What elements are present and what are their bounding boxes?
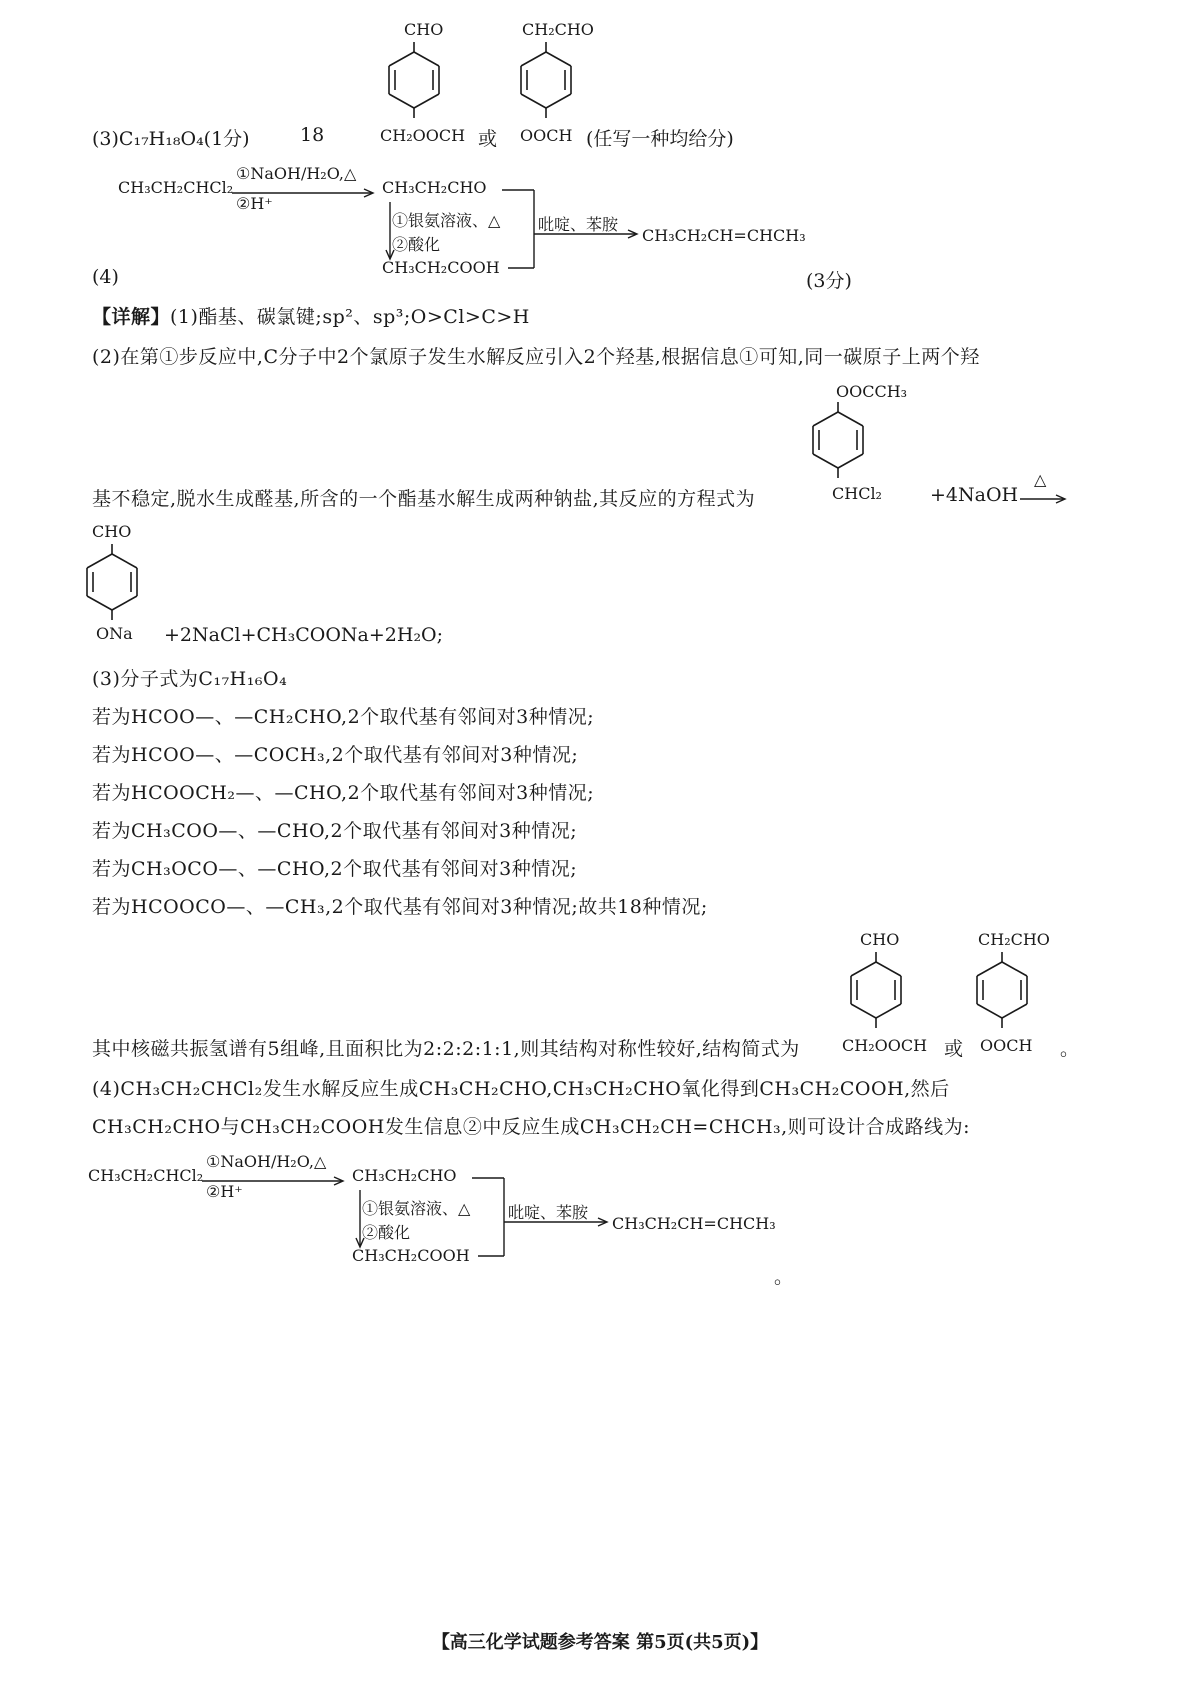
route-score: (3分): [806, 270, 852, 292]
product-rest: +2NaCl+CH₃COONa+2H₂O;: [164, 624, 444, 646]
route-oxidation-2: ②酸化: [392, 235, 441, 254]
answer3-label: (3)C₁₇H₁₈O₄(1分): [92, 128, 250, 150]
nmr-struct1-bottom: CH₂OOCH: [842, 1036, 928, 1055]
reaction-arrow-icon: [1020, 494, 1068, 504]
struct1-bottom-group: CH₂OOCH: [380, 126, 466, 145]
route-acid: CH₃CH₂COOH: [382, 258, 500, 277]
route-end: 。: [774, 1266, 794, 1288]
nmr-struct1-top: CHO: [860, 930, 900, 949]
route-condition-1: ①NaOH/H₂O,△: [236, 164, 357, 183]
answer3-note: (任写一种均给分): [586, 128, 734, 150]
case-item: 若为CH₃COO—、—CHO,2个取代基有邻间对3种情况;: [92, 820, 578, 842]
or-word: 或: [478, 128, 498, 150]
detail-p3: 基不稳定,脱水生成醛基,所含的一个酯基水解生成两种钠盐,其反应的方程式为: [92, 488, 756, 510]
isomer-count: 18: [300, 124, 325, 146]
route-condition-2: ②H⁺: [236, 194, 273, 213]
reactant-top-group: OOCCH₃: [836, 382, 908, 401]
nmr-struct2-bottom: OOCH: [980, 1036, 1033, 1055]
route-condition-2: ②H⁺: [206, 1182, 243, 1201]
benzene-ring-icon: [516, 42, 576, 118]
reaction-arrow-icon: [202, 1176, 347, 1186]
route-aldehyde: CH₃CH₂CHO: [382, 178, 487, 197]
benzene-ring-icon: [82, 544, 142, 620]
nmr-end: 。: [1060, 1038, 1080, 1060]
struct2-bottom-group: OOCH: [520, 126, 573, 145]
benzene-ring-icon: [846, 952, 906, 1028]
heat-symbol: △: [1034, 470, 1047, 489]
case-item: 若为HCOO—、—CH₂CHO,2个取代基有邻间对3种情况;: [92, 706, 595, 728]
route-acid: CH₃CH₂COOH: [352, 1246, 470, 1265]
nmr-struct2-top: CH₂CHO: [978, 930, 1050, 949]
case-item: 若为HCOOCO—、—CH₃,2个取代基有邻间对3种情况;故共18种情况;: [92, 896, 708, 918]
struct1-top-group: CHO: [404, 20, 444, 39]
nmr-or: 或: [944, 1038, 964, 1060]
detail-p4a: (4)CH₃CH₂CHCl₂发生水解反应生成CH₃CH₂CHO,CH₃CH₂CHO氧化得到CH₃CH₂COOH,然后: [92, 1078, 950, 1100]
detail-p2: (2)在第①步反应中,C分子中2个氯原子发生水解反应引入2个羟基,根据信息①可知,同一碳原子上两个羟: [92, 346, 980, 368]
case-item: 若为HCOOCH₂—、—CHO,2个取代基有邻间对3种情况;: [92, 782, 595, 804]
case-item: 若为CH₃OCO—、—CHO,2个取代基有邻间对3种情况;: [92, 858, 578, 880]
route-oxidation-1: ①银氨溶液、△: [362, 1199, 471, 1218]
product-top-group: CHO: [92, 522, 132, 541]
route-oxidation-1: ①银氨溶液、△: [392, 211, 501, 230]
reaction-arrow-icon: [232, 188, 377, 198]
product-bottom-group: ONa: [96, 624, 133, 643]
route-condition-1: ①NaOH/H₂O,△: [206, 1152, 327, 1171]
route-product: CH₃CH₂CH=CHCH₃: [612, 1214, 776, 1233]
detail-p4b: CH₃CH₂CHO与CH₃CH₂COOH发生信息②中反应生成CH₃CH₂CH=CHCH₃,则可设计合成路线为:: [92, 1116, 971, 1138]
reagent-naoh: +4NaOH: [930, 484, 1019, 506]
detail-p1-text: (1)酯基、碳氯键;sp²、sp³;O>Cl>C>H: [170, 306, 530, 328]
route-start: CH₃CH₂CHCl₂: [118, 178, 234, 197]
benzene-ring-icon: [808, 402, 868, 478]
benzene-ring-icon: [384, 42, 444, 118]
case-item: 若为HCOO—、—COCH₃,2个取代基有邻间对3种情况;: [92, 744, 579, 766]
route-aldehyde: CH₃CH₂CHO: [352, 1166, 457, 1185]
detail-formula: (3)分子式为C₁₇H₁₆O₄: [92, 668, 288, 690]
route-product: CH₃CH₂CH=CHCH₃: [642, 226, 806, 245]
route-label: (4): [92, 266, 119, 288]
detail-nmr: 其中核磁共振氢谱有5组峰,且面积比为2:2:2:1:1,则其结构对称性较好,结构简式为: [92, 1038, 800, 1060]
reactant-bottom-group: CHCl₂: [832, 484, 882, 503]
route-reagent: 吡啶、苯胺: [508, 1203, 589, 1222]
detail-title: 【详解】: [92, 306, 171, 328]
route-oxidation-2: ②酸化: [362, 1223, 411, 1242]
struct2-top-group: CH₂CHO: [522, 20, 594, 39]
route-reagent: 吡啶、苯胺: [538, 215, 619, 234]
route-start: CH₃CH₂CHCl₂: [88, 1166, 204, 1185]
benzene-ring-icon: [972, 952, 1032, 1028]
detail-p1: [92, 302, 530, 329]
page-footer: 【高三化学试题参考答案 第5页(共5页)】: [431, 1632, 769, 1653]
